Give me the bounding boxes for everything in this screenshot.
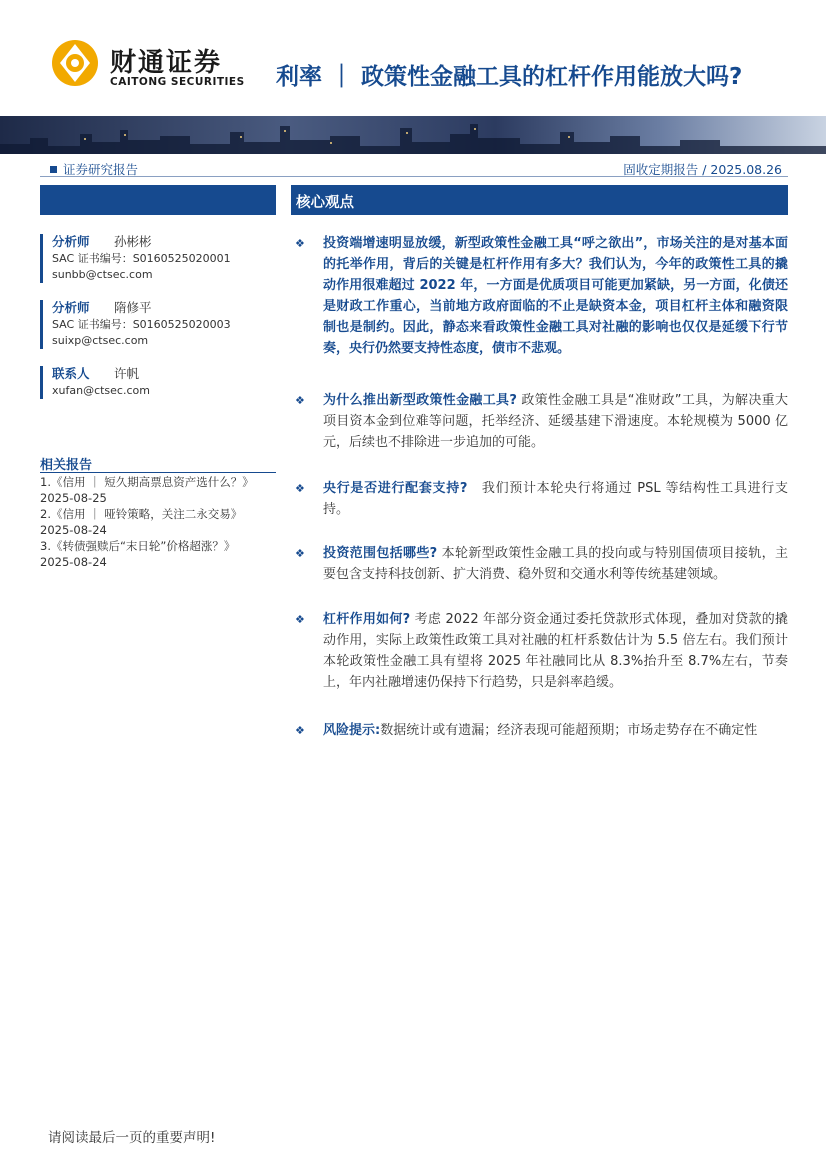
related-report-date: 2025-08-24 <box>40 555 107 569</box>
related-report-date: 2025-08-25 <box>40 491 107 505</box>
city-skyline-icon <box>0 116 826 154</box>
contact-role: 联系人 <box>52 366 90 381</box>
diamond-bullet-icon: ❖ <box>295 482 305 495</box>
core-point <box>323 390 788 453</box>
contact-email[interactable]: xufan@ctsec.com <box>52 384 150 397</box>
core-point <box>323 478 788 520</box>
brand-name-cn: 财通证券 <box>110 48 223 78</box>
liaison-contact <box>40 366 276 399</box>
sidebar-header-bar <box>40 185 276 215</box>
analyst-contact <box>40 300 276 349</box>
core-view-heading: 核心观点 <box>296 195 354 211</box>
square-bullet-icon <box>50 166 57 173</box>
brand-name-en: CAITONG SECURITIES <box>110 76 245 88</box>
diamond-bullet-icon: ❖ <box>295 724 305 737</box>
report-category-label: 证券研究报告 <box>63 162 139 177</box>
report-title: 利率 ｜ 政策性金融工具的杠杆作用能放大吗? <box>276 64 743 90</box>
core-point <box>323 720 788 741</box>
diamond-bullet-icon: ❖ <box>295 613 305 626</box>
core-point-body: 数据统计或有遗漏；经济表现可能超预期；市场走势存在不确定性 <box>380 723 758 738</box>
related-report-title[interactable]: 3.《转债强赎后“末日轮”价格超涨？》 <box>40 539 236 553</box>
header-divider <box>40 176 788 177</box>
core-point-body: 投资端增速明显放缓，新型政策性金融工具“呼之欲出”，市场关注的是对基本面的托举作用，背后的关键是杠杆作用有多大？我们认为，今年的政策性工具的撬动作用很难超过 2022 年，一方面是优质项目可能更加紧缺，另一方面，化债还是财政工作重心，当前地方政府面临的不止是缺资本金，项目杠杆主体和融资限制也是制约。因此，静态来看政策性金融工具对社融的影响也仅仅是延缓下行节奏，央行仍然要支持性态度，债市不悲观。 <box>323 236 788 356</box>
header-banner <box>0 116 826 154</box>
contact-role: 分析师 <box>52 300 90 315</box>
diamond-bullet-icon: ❖ <box>295 237 305 250</box>
core-point-lead: 杠杆作用如何? <box>323 612 411 627</box>
contact-name: 隋修平 <box>114 300 152 315</box>
core-point <box>323 609 788 693</box>
core-point-body: 本轮新型政策性金融工具的投向或与特别国债项目接轨，主要包含支持科技创新、扩大消费、稳外贸和交通水利等传统基建领域。 <box>323 546 788 582</box>
core-point-body: 我们预计本轮央行将通过 PSL 等结构性工具进行支持。 <box>323 481 788 517</box>
contact-role: 分析师 <box>52 234 90 249</box>
related-divider <box>40 472 276 473</box>
company-logo <box>50 36 250 92</box>
diamond-bullet-icon: ❖ <box>295 547 305 560</box>
core-point <box>323 543 788 585</box>
contact-cert: SAC 证书编号：S0160525020001 <box>52 252 231 265</box>
diamond-bullet-icon: ❖ <box>295 394 305 407</box>
logo-emblem-icon <box>50 38 100 88</box>
related-report-date: 2025-08-24 <box>40 523 107 537</box>
contact-email[interactable]: sunbb@ctsec.com <box>52 268 153 281</box>
related-report-title[interactable]: 2.《信用 ｜ 哑铃策略，关注二永交易》 <box>40 507 243 521</box>
core-point-lead: 为什么推出新型政策性金融工具? <box>323 393 517 408</box>
core-point-lead: 风险提示: <box>323 723 381 738</box>
contact-cert: SAC 证书编号：S0160525020003 <box>52 318 231 331</box>
core-point-lead: 央行是否进行配套支持? <box>323 481 468 496</box>
core-point-body: 考虑 2022 年部分资金通过委托贷款形式体现，叠加对贷款的撬动作用，实际上政策性政策工具对社融的杠杆系数估计为 5.5 倍左右。我们预计本轮政策性金融工具有望将 2025 年社融同比从 8.3%抬升至 8.7%左右，节奏上，年内社融增速仍保持下行趋势，只是斜率趋缓。 <box>323 612 788 690</box>
analyst-contact <box>40 234 276 283</box>
core-view-header <box>291 185 788 215</box>
contact-name: 孙彬彬 <box>114 234 152 249</box>
related-report-title[interactable]: 1.《信用 ｜ 短久期高票息资产选什么？》 <box>40 475 254 489</box>
disclaimer-note: 请阅读最后一页的重要声明! <box>48 1130 216 1146</box>
contact-email[interactable]: suixp@ctsec.com <box>52 334 149 347</box>
report-type-date: 固收定期报告 / 2025.08.26 <box>623 162 782 177</box>
core-point <box>323 233 788 359</box>
related-reports-list <box>40 474 280 570</box>
related-reports-heading: 相关报告 <box>40 458 93 473</box>
contact-name: 许帆 <box>114 366 140 381</box>
core-point-lead: 投资范围包括哪些? <box>323 546 438 561</box>
core-point-body: 政策性金融工具是“准财政”工具，为解决重大项目资本金到位难等问题，托举经济、延缓基建下滑速度。本轮规模为 5000 亿元，后续也不排除进一步追加的可能。 <box>323 393 788 450</box>
